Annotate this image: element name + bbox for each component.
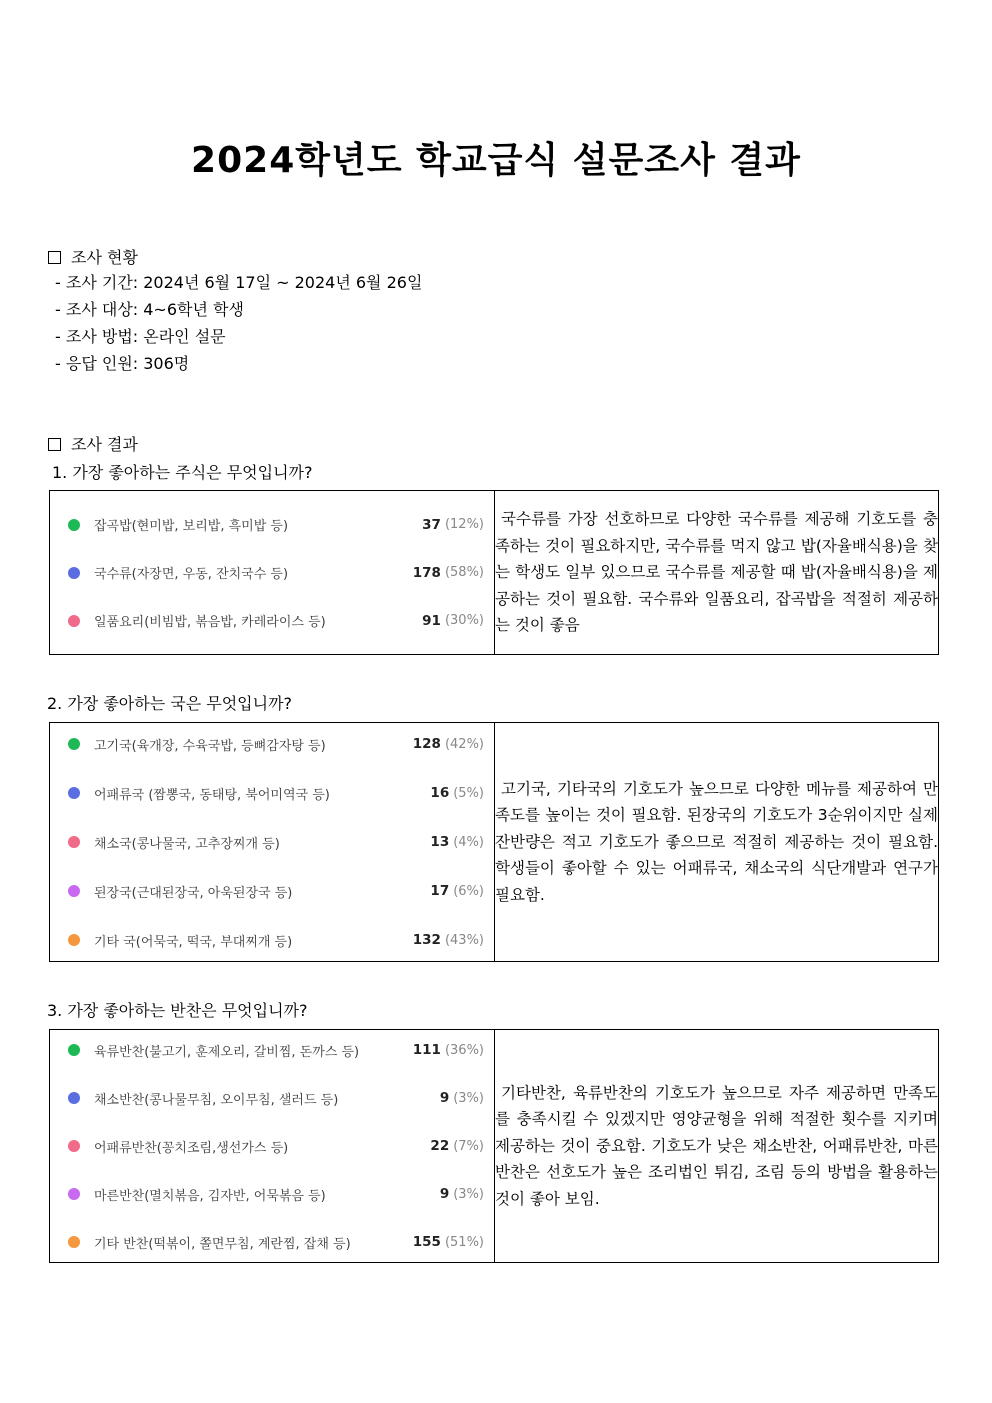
option-label: 국수류(자장면, 우동, 잔치국수 등) xyxy=(94,567,289,582)
option-list xyxy=(50,514,494,632)
option-label: 된장국(근대된장국, 아욱된장국 등) xyxy=(94,885,293,901)
green-dot-icon xyxy=(68,1044,80,1056)
options-cell xyxy=(50,1030,495,1263)
option-percent: (51%) xyxy=(444,1234,484,1250)
option-percent: (6%) xyxy=(453,883,484,899)
option-count: 91 xyxy=(422,612,441,629)
option-count: 111 xyxy=(412,1042,441,1058)
question-3-table xyxy=(49,1029,939,1263)
option-percent: (58%) xyxy=(444,565,484,580)
orange-dot-icon xyxy=(68,934,80,946)
option-row xyxy=(50,880,494,902)
option-percent: (42%) xyxy=(444,736,484,752)
question-1-table xyxy=(49,490,939,655)
option-count: 9 xyxy=(439,1186,450,1202)
option-count: 132 xyxy=(412,932,441,948)
option-percent: (4%) xyxy=(453,834,484,850)
option-count: 16 xyxy=(430,785,450,801)
option-count: 178 xyxy=(412,564,441,581)
pink-dot-icon xyxy=(68,615,80,627)
option-percent: (3%) xyxy=(453,1090,484,1106)
purple-dot-icon xyxy=(68,885,80,897)
option-count: 17 xyxy=(430,883,450,899)
option-row xyxy=(50,831,494,853)
option-label: 어패류국 (짬뽕국, 동태탕, 북어미역국 등) xyxy=(94,787,330,803)
overview-list xyxy=(55,269,422,377)
option-count: 13 xyxy=(430,834,450,850)
option-label: 어패류반찬(꽁치조림,생선가스 등) xyxy=(94,1140,289,1156)
orange-dot-icon xyxy=(68,1236,80,1248)
question-2-table xyxy=(49,722,939,962)
option-label: 마른반찬(멸치볶음, 김자반, 어묵볶음 등) xyxy=(94,1188,326,1204)
options-cell xyxy=(50,491,495,655)
green-dot-icon xyxy=(68,738,80,750)
checkbox-square-icon xyxy=(48,251,61,264)
option-label: 채소반찬(콩나물무침, 오이무침, 샐러드 등) xyxy=(94,1092,339,1108)
option-list xyxy=(50,733,494,951)
option-label: 채소국(콩나물국, 고추장찌개 등) xyxy=(94,836,280,852)
option-percent: (12%) xyxy=(444,517,484,532)
overview-item: - 응답 인원: 306명 xyxy=(55,354,190,373)
option-row xyxy=(50,1135,494,1157)
option-row xyxy=(50,562,494,584)
overview-item: - 조사 대상: 4~6학년 학생 xyxy=(55,300,244,319)
blue-dot-icon xyxy=(68,787,80,799)
option-list xyxy=(50,1039,494,1253)
comment-cell xyxy=(495,723,939,962)
overview-item: - 조사 기간: 2024년 6월 17일 ~ 2024년 6월 26일 xyxy=(55,273,423,292)
comment-cell xyxy=(495,1030,939,1263)
comment-text: 국수류를 가장 선호하므로 다양한 국수류를 제공해 기호도를 충족하는 것이 필요하지만, 국수류를 먹지 않고 밥(자율배식용)을 찾는 학생도 일부 있으므로 국수류를 제공할 때 밥(자율배식용)을 제공하는 것이 필요함. 국수류와 일품요리, 잡곡밥을 적절히 제공하는 것이 좋음 xyxy=(495,510,938,635)
results-heading: 조사 결과 xyxy=(48,432,138,455)
overview-item: - 조사 방법: 온라인 설문 xyxy=(55,327,226,346)
option-percent: (30%) xyxy=(444,613,484,628)
option-count: 22 xyxy=(430,1138,450,1154)
pink-dot-icon xyxy=(68,836,80,848)
comment-text: 기타반찬, 육류반찬의 기호도가 높으므로 자주 제공하면 만족도를 충족시킬 수 있겠지만 영양균형을 위해 적절한 횟수를 지키며 제공하는 것이 중요함. 기호도가 낮은 채소반찬, 어패류반찬, 마른반찬은 선호도가 높은 조리법인 튀김, 조림 등의 방법을 활용하는 것이 좋아 보임. xyxy=(495,1083,938,1208)
blue-dot-icon xyxy=(68,567,80,579)
option-count: 37 xyxy=(422,516,441,533)
option-row xyxy=(50,929,494,951)
option-count: 9 xyxy=(439,1090,450,1106)
option-row xyxy=(50,610,494,632)
option-percent: (7%) xyxy=(453,1138,484,1154)
option-percent: (5%) xyxy=(453,785,484,801)
option-row xyxy=(50,782,494,804)
purple-dot-icon xyxy=(68,1188,80,1200)
question-title: 2. 가장 좋아하는 국은 무엇입니까? xyxy=(47,694,293,713)
option-label: 잡곡밥(현미밥, 보리밥, 흑미밥 등) xyxy=(94,519,289,534)
option-row xyxy=(50,1039,494,1061)
option-row xyxy=(50,1087,494,1109)
question-title: 3. 가장 좋아하는 반찬은 무엇입니까? xyxy=(47,1001,308,1020)
comment-cell xyxy=(495,491,939,655)
option-label: 기타 국(어묵국, 떡국, 부대찌개 등) xyxy=(94,934,293,950)
option-percent: (36%) xyxy=(444,1042,484,1058)
option-row xyxy=(50,733,494,755)
option-row xyxy=(50,514,494,536)
checkbox-square-icon xyxy=(48,438,61,451)
option-count: 128 xyxy=(412,736,441,752)
option-label: 일품요리(비빔밥, 볶음밥, 카레라이스 등) xyxy=(94,615,326,630)
comment-text: 고기국, 기타국의 기호도가 높으므로 다양한 메뉴를 제공하여 만족도를 높이는 것이 필요함. 된장국의 기호도가 3순위이지만 실제 잔반량은 적고 기호도가 좋으므로 적절히 제공하는 것이 필요함. 학생들이 좋아할 수 있는 어패류국, 채소국의 식단개발과 연구가 필요함. xyxy=(495,779,938,904)
option-label: 기타 반찬(떡볶이, 쫄면무침, 계란찜, 잡채 등) xyxy=(94,1236,351,1252)
option-row xyxy=(50,1231,494,1253)
options-cell xyxy=(50,723,495,962)
question-title: 1. 가장 좋아하는 주식은 무엇입니까? xyxy=(52,463,313,482)
option-count: 155 xyxy=(412,1234,441,1250)
blue-dot-icon xyxy=(68,1092,80,1104)
option-label: 육류반찬(불고기, 훈제오리, 갈비찜, 돈까스 등) xyxy=(94,1044,360,1060)
page-title: 2024학년도 학교급식 설문조사 결과 xyxy=(191,140,801,181)
overview-heading: 조사 현황 xyxy=(48,245,138,268)
option-percent: (3%) xyxy=(453,1186,484,1202)
option-row xyxy=(50,1183,494,1205)
option-label: 고기국(육개장, 수육국밥, 등뼈감자탕 등) xyxy=(94,738,326,754)
green-dot-icon xyxy=(68,519,80,531)
option-percent: (43%) xyxy=(444,932,484,948)
pink-dot-icon xyxy=(68,1140,80,1152)
